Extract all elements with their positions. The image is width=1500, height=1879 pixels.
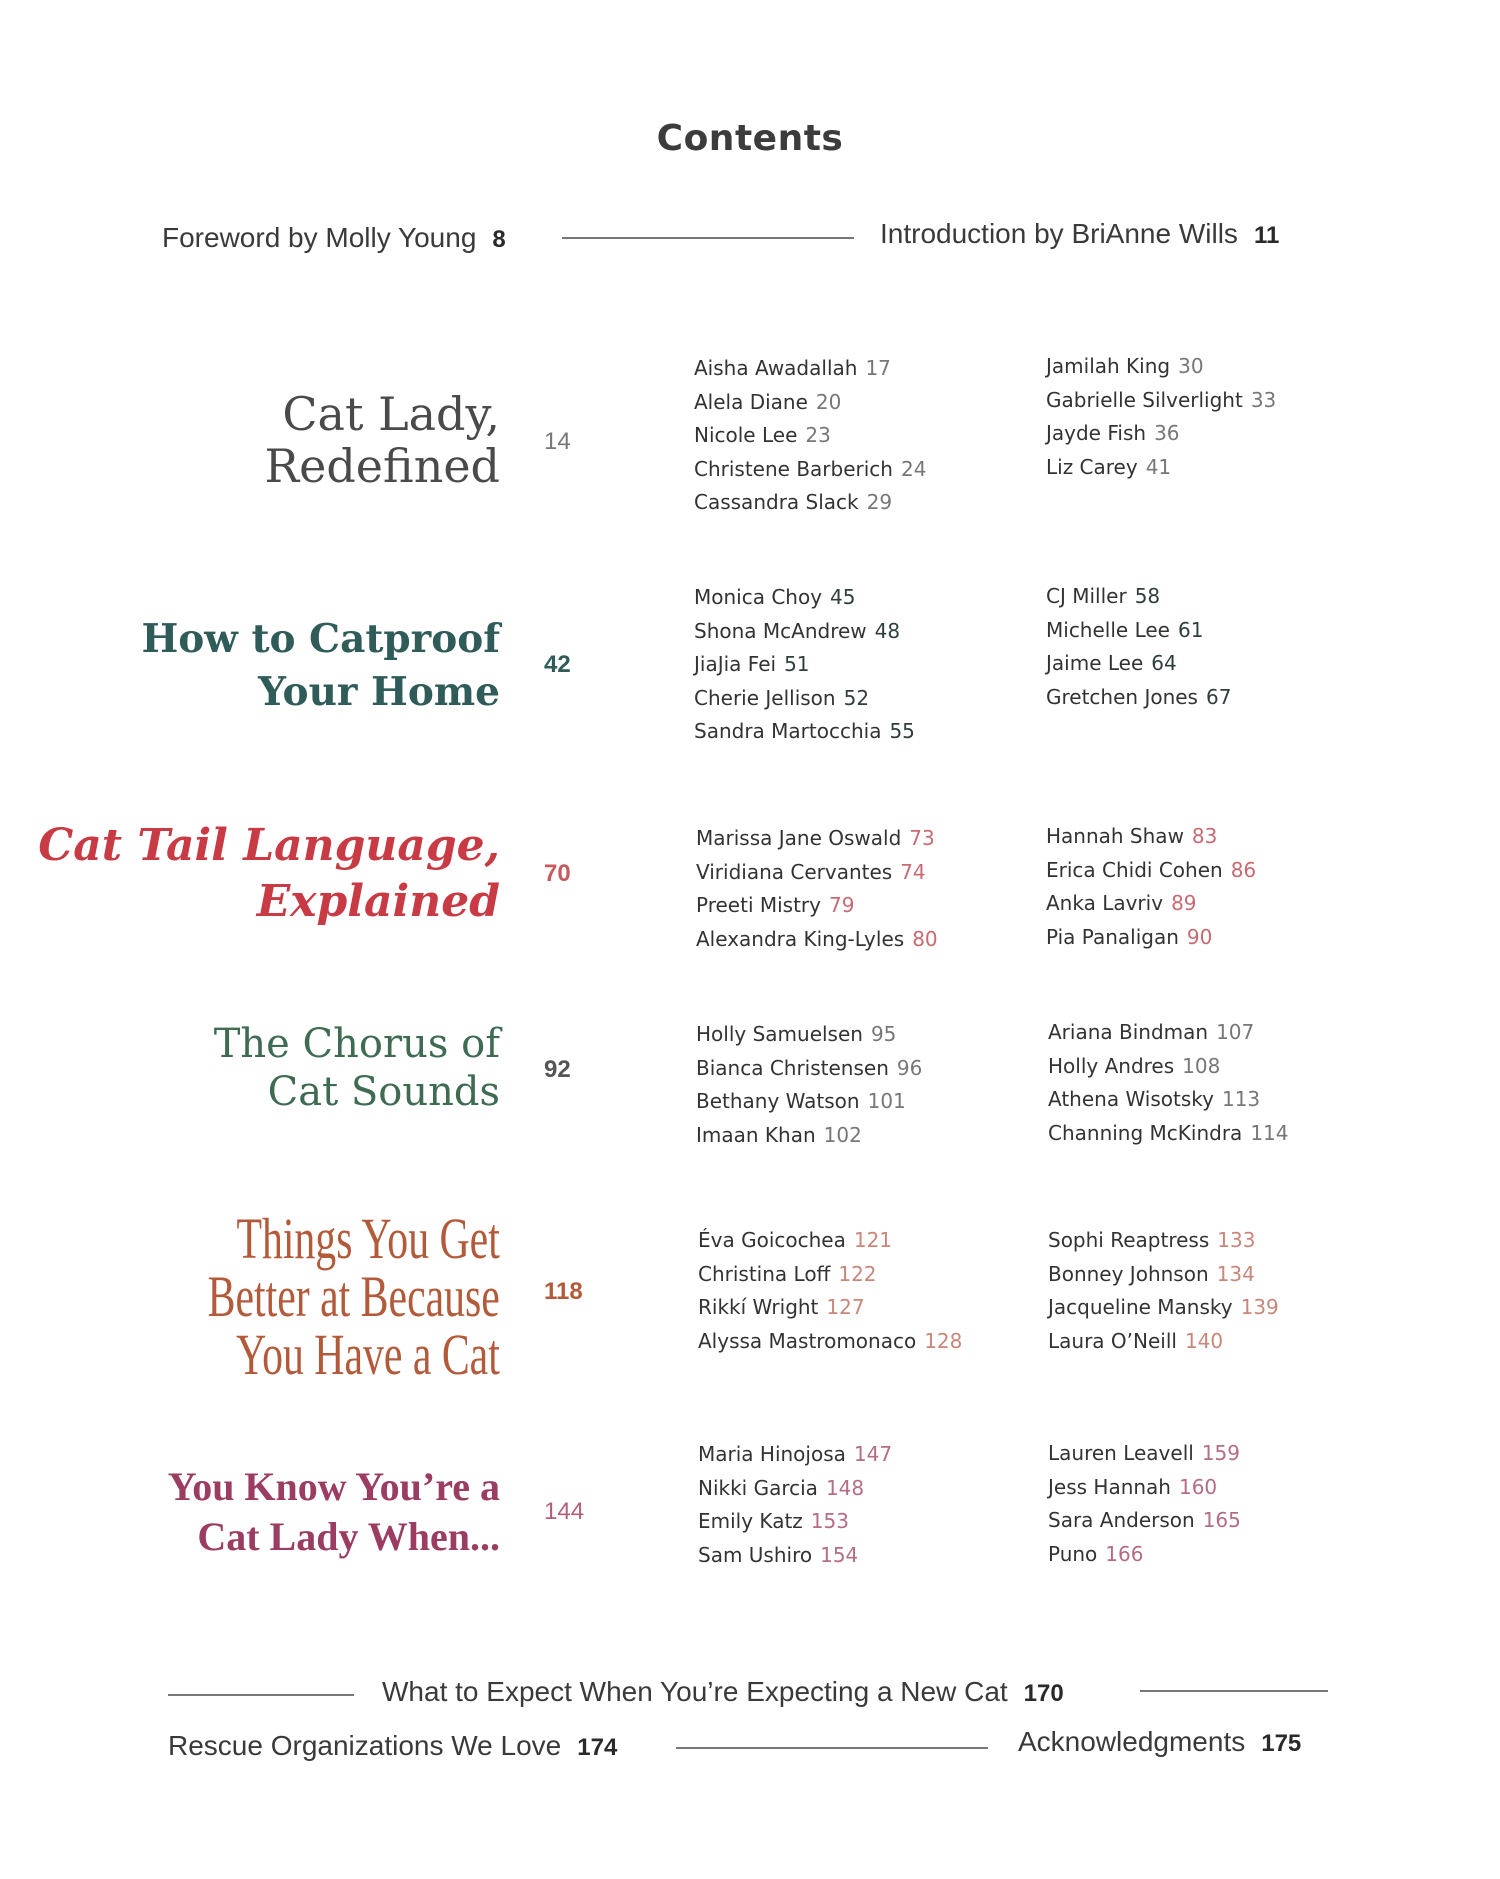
contributor-page: 17 (865, 356, 891, 380)
chapter-title[interactable] (168, 1462, 500, 1562)
contributor-page: 95 (870, 1022, 897, 1046)
list-item[interactable] (698, 1224, 962, 1258)
list-item[interactable] (694, 453, 926, 487)
contributor-page: 96 (896, 1055, 923, 1080)
contributor-page: 128 (924, 1328, 963, 1353)
contributor-page: 108 (1182, 1053, 1221, 1078)
contributor-name: Anka Lavriv (1046, 891, 1164, 916)
entry-page: 175 (1261, 1730, 1302, 1757)
contributor-page: 127 (826, 1295, 865, 1320)
contributor-name: Nikki Garcia (698, 1475, 818, 1500)
chapter-page: 92 (544, 1056, 571, 1083)
chapter-title-line: You Have a Cat (236, 1322, 501, 1387)
contributor-page: 166 (1105, 1541, 1144, 1566)
contributor-page: 148 (825, 1475, 865, 1500)
contributor-name: Bonney Johnson (1048, 1261, 1209, 1286)
divider-rule (676, 1747, 988, 1749)
contributor-name: Cassandra Slack (694, 490, 859, 515)
contributor-page: 41 (1145, 454, 1172, 479)
list-item[interactable] (1046, 854, 1256, 888)
list-item[interactable] (694, 419, 926, 453)
contributor-name: Alyssa Mastromonaco (698, 1328, 917, 1353)
contributor-name: Maria Hinojosa (698, 1442, 846, 1466)
contributor-page: 74 (900, 859, 926, 884)
contributor-name: Erica Chidi Cohen (1046, 857, 1223, 882)
contributor-page: 83 (1191, 824, 1218, 848)
contributor-page: 139 (1240, 1295, 1279, 1320)
entry-title: Introduction by BriAnne Wills (880, 218, 1238, 249)
contributor-name: Sam Ushiro (698, 1542, 813, 1567)
contributor-column (1048, 1016, 1289, 1150)
contributor-page: 113 (1221, 1087, 1261, 1112)
list-item[interactable] (1048, 1083, 1289, 1117)
contributor-name: Preeti Mistry (696, 893, 821, 918)
contributor-name: Sara Anderson (1048, 1508, 1195, 1533)
contributor-page: 36 (1154, 421, 1180, 446)
contributor-column (1048, 1224, 1279, 1358)
entry-title: Foreword by Molly Young (162, 222, 477, 253)
divider-rule (168, 1694, 354, 1696)
list-item[interactable] (1048, 1504, 1241, 1538)
contributor-page: 159 (1201, 1441, 1240, 1465)
contributor-page: 73 (909, 826, 935, 850)
list-item[interactable] (696, 1085, 922, 1119)
list-item[interactable] (1048, 1437, 1241, 1471)
contributor-page: 154 (820, 1542, 859, 1567)
contributor-page: 165 (1202, 1508, 1241, 1533)
page-title: Contents (656, 118, 844, 159)
list-item[interactable] (698, 1438, 892, 1472)
contributor-name: Jayde Fish (1046, 421, 1147, 446)
contributor-name: Laura O’Neill (1048, 1328, 1177, 1353)
contributor-name: Emily Katz (698, 1509, 803, 1534)
contributor-name: Sophi Reaptress (1048, 1228, 1210, 1252)
contributor-page: 89 (1171, 891, 1197, 916)
list-item[interactable] (1046, 580, 1231, 614)
contributor-name: Rikkí Wright (698, 1295, 819, 1320)
chapter-title-line: You Know You’re a (167, 1464, 500, 1509)
chapter-title-line: Cat Sounds (267, 1069, 500, 1115)
contributor-name: Jess Hannah (1048, 1474, 1171, 1499)
contributor-page: 61 (1177, 617, 1204, 642)
list-item[interactable] (696, 1119, 922, 1153)
chapter-title[interactable] (141, 613, 500, 719)
entry-page: 11 (1253, 222, 1280, 249)
contributor-name: Michelle Lee (1046, 617, 1170, 642)
contributor-name: Holly Samuelsen (696, 1022, 863, 1046)
list-item[interactable] (1046, 647, 1231, 681)
contributor-page: 20 (815, 389, 842, 414)
list-item[interactable] (698, 1325, 962, 1359)
contributor-page: 64 (1151, 651, 1177, 676)
chapter-page: 70 (544, 860, 571, 887)
contributor-page: 52 (843, 685, 870, 710)
contributor-page: 33 (1250, 387, 1277, 412)
toc-entry-rescue[interactable] (168, 1730, 617, 1762)
contributor-page: 101 (867, 1089, 906, 1114)
contributor-column (696, 1018, 922, 1152)
divider-rule (562, 237, 854, 239)
contributor-name: Christene Barberich (694, 456, 893, 481)
contributor-name: Athena Wisotsky (1048, 1087, 1214, 1112)
list-item[interactable] (694, 615, 915, 649)
list-item[interactable] (694, 486, 926, 520)
contributor-column (1046, 820, 1256, 954)
list-item[interactable] (696, 889, 938, 923)
toc-entry-introduction[interactable] (880, 218, 1279, 250)
list-item[interactable] (1048, 1224, 1279, 1258)
list-item[interactable] (698, 1539, 892, 1573)
contributor-name: Sandra Martocchia (694, 719, 882, 744)
list-item[interactable] (696, 822, 938, 856)
contributor-page: 114 (1250, 1120, 1289, 1145)
contributor-name: Shona McAndrew (694, 618, 867, 643)
contributor-name: Gretchen Jones (1046, 684, 1198, 709)
list-item[interactable] (698, 1505, 892, 1539)
chapter-title-line: Redefined (264, 439, 500, 493)
list-item[interactable] (694, 352, 926, 386)
contributor-page: 122 (838, 1261, 877, 1286)
list-item[interactable] (698, 1291, 962, 1325)
contributor-page: 160 (1178, 1474, 1218, 1499)
contributor-name: Christina Loff (698, 1261, 831, 1286)
contributor-page: 45 (830, 585, 856, 609)
chapter-title-line: How to Catproof (141, 616, 500, 662)
list-item[interactable] (1046, 921, 1256, 955)
list-item[interactable] (696, 1018, 922, 1052)
chapter-title[interactable] (214, 1020, 500, 1116)
contributor-name: Aisha Awadallah (694, 356, 858, 380)
contributor-name: JiaJia Fei (694, 652, 777, 677)
contributor-page: 67 (1205, 684, 1232, 709)
contributor-page: 79 (829, 893, 855, 918)
list-item[interactable] (1046, 614, 1231, 648)
contributor-column (1046, 580, 1231, 714)
entry-page: 174 (577, 1734, 618, 1761)
list-item[interactable] (1046, 417, 1276, 451)
list-item[interactable] (1048, 1117, 1289, 1151)
chapter-title[interactable] (264, 388, 500, 492)
contributor-name: Jacqueline Mansky (1048, 1295, 1233, 1320)
contributor-name: Lauren Leavell (1048, 1441, 1194, 1465)
contributor-name: Marissa Jane Oswald (696, 826, 902, 850)
list-item[interactable] (696, 923, 938, 957)
list-item[interactable] (698, 1258, 962, 1292)
contributor-page: 102 (823, 1122, 862, 1147)
contributor-name: Alela Diane (694, 389, 808, 414)
entry-title: Rescue Organizations We Love (168, 1730, 562, 1761)
list-item[interactable] (1046, 451, 1276, 485)
chapter-page: 144 (544, 1498, 585, 1525)
chapter-title-line: Things You Get (236, 1206, 500, 1271)
entry-page: 8 (492, 226, 506, 253)
contributor-name: Alexandra King-Lyles (696, 926, 905, 951)
list-item[interactable] (1046, 820, 1256, 854)
entry-page: 170 (1023, 1680, 1064, 1707)
chapter-title[interactable] (207, 1206, 501, 1387)
chapter-title[interactable] (38, 818, 500, 930)
contributor-name: Monica Choy (694, 585, 823, 609)
contributor-name: Viridiana Cervantes (696, 859, 893, 884)
contributor-column (698, 1224, 962, 1358)
chapter-title-line: Cat Tail Language, (38, 820, 500, 871)
contributor-page: 30 (1178, 354, 1204, 378)
contributor-page: 90 (1186, 924, 1213, 949)
list-item[interactable] (1046, 384, 1276, 418)
toc-entry-expecting[interactable] (382, 1676, 1064, 1708)
contributor-name: Hannah Shaw (1046, 824, 1184, 848)
chapter-title-line: Explained (256, 876, 500, 927)
contributor-page: 147 (853, 1442, 893, 1466)
contributor-name: Puno (1048, 1541, 1098, 1566)
entry-title: Acknowledgments (1018, 1726, 1246, 1757)
contributor-column (1048, 1437, 1241, 1571)
chapter-title-line: Cat Lady, (282, 387, 500, 441)
contributor-name: Gabrielle Silverlight (1046, 387, 1243, 412)
divider-rule (1140, 1690, 1328, 1692)
list-item[interactable] (1046, 887, 1256, 921)
list-item[interactable] (1048, 1050, 1289, 1084)
contributor-page: 58 (1134, 584, 1161, 608)
contributor-name: Holly Andres (1048, 1053, 1175, 1078)
chapter-page: 42 (544, 651, 571, 678)
toc-entry-foreword[interactable] (162, 222, 506, 254)
list-item[interactable] (1048, 1325, 1279, 1359)
contributor-name: Jamilah King (1046, 354, 1171, 378)
contributor-column (694, 581, 915, 749)
chapter-title-line: The Chorus of (213, 1021, 500, 1067)
chapter-title-line: Better at Because (207, 1264, 500, 1329)
contributor-column (698, 1438, 892, 1572)
list-item[interactable] (1048, 1538, 1241, 1572)
contributor-page: 51 (784, 652, 810, 677)
chapter-title-line: Your Home (258, 669, 500, 715)
contributor-name: Bianca Christensen (696, 1055, 889, 1080)
contributor-page: 140 (1184, 1328, 1224, 1353)
contributor-page: 29 (866, 490, 893, 515)
chapter-title-line: Cat Lady When... (197, 1514, 500, 1559)
contributor-page: 107 (1216, 1020, 1255, 1044)
contributor-page: 134 (1216, 1261, 1255, 1286)
chapter-page: 14 (544, 428, 571, 455)
contributor-page: 133 (1217, 1228, 1256, 1252)
contributor-name: Jaime Lee (1046, 651, 1144, 676)
contributor-column (1046, 350, 1276, 484)
chapter-page: 118 (544, 1278, 583, 1305)
contributor-page: 48 (874, 618, 901, 643)
contributor-page: 80 (912, 926, 938, 951)
list-item[interactable] (1046, 681, 1231, 715)
contributor-name: Bethany Watson (696, 1089, 860, 1114)
list-item[interactable] (694, 581, 915, 615)
contributor-page: 23 (805, 423, 831, 448)
entry-title: What to Expect When You’re Expecting a New Cat (382, 1676, 1008, 1707)
list-item[interactable] (694, 648, 915, 682)
contributor-name: Liz Carey (1046, 454, 1138, 479)
list-item[interactable] (694, 386, 926, 420)
contributor-name: CJ Miller (1046, 584, 1127, 608)
list-item[interactable] (698, 1472, 892, 1506)
contributor-name: Éva Goicochea (698, 1228, 846, 1252)
contributor-page: 55 (889, 719, 915, 744)
list-item[interactable] (694, 715, 915, 749)
contributor-name: Nicole Lee (694, 423, 798, 448)
list-item[interactable] (694, 682, 915, 716)
list-item[interactable] (696, 856, 938, 890)
contributor-name: Imaan Khan (696, 1122, 816, 1147)
contributor-column (694, 352, 926, 520)
contributor-page: 121 (853, 1228, 893, 1252)
contributor-page: 86 (1230, 857, 1257, 882)
toc-entry-acknowledgments[interactable] (1018, 1726, 1301, 1758)
contributor-column (696, 822, 938, 956)
contributor-name: Ariana Bindman (1048, 1020, 1209, 1044)
list-item[interactable] (1048, 1258, 1279, 1292)
list-item[interactable] (1048, 1291, 1279, 1325)
list-item[interactable] (1048, 1471, 1241, 1505)
contributor-name: Channing McKindra (1048, 1120, 1243, 1145)
list-item[interactable] (1048, 1016, 1289, 1050)
contributor-page: 153 (810, 1509, 849, 1534)
contributor-page: 24 (900, 456, 927, 481)
list-item[interactable] (696, 1052, 922, 1086)
contributor-name: Cherie Jellison (694, 685, 836, 710)
list-item[interactable] (1046, 350, 1276, 384)
contributor-name: Pia Panaligan (1046, 924, 1179, 949)
